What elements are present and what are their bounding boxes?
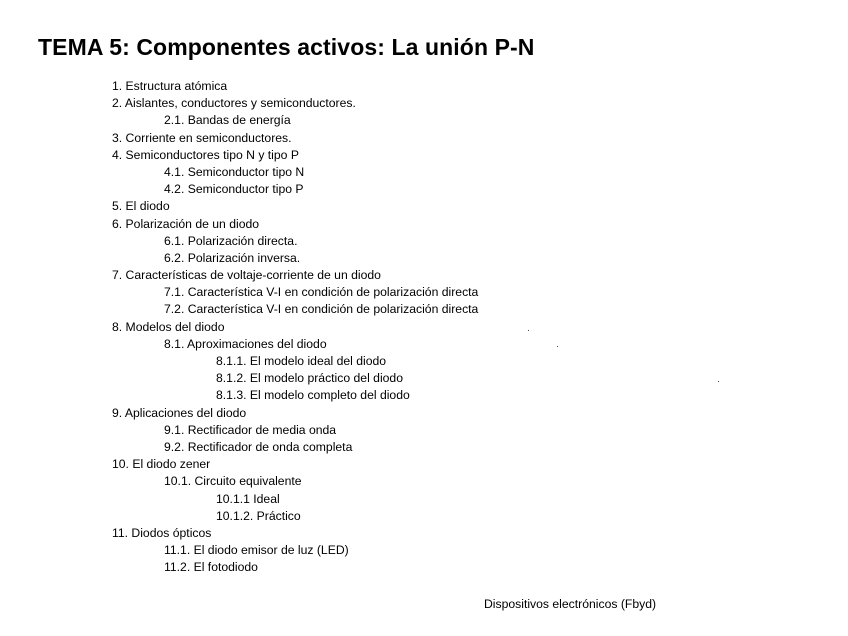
toc-item: 8.1. Aproximaciones del diodo (164, 336, 327, 351)
toc-item: 4.2. Semiconductor tipo P (164, 182, 304, 197)
footer-text: Dispositivos electrónicos (Fbyd) (484, 597, 657, 611)
toc-item: 4.1. Semiconductor tipo N (164, 164, 305, 179)
toc-item: 2.1. Bandas de energía (164, 113, 291, 128)
toc-item: 9.2. Rectificador de onda completa (164, 439, 353, 454)
toc-item: 3. Corriente en semiconductores. (112, 130, 292, 145)
toc-item: 2. Aislantes, conductores y semiconductores. (112, 96, 356, 111)
toc-item: 10.1.1 Ideal (216, 491, 280, 506)
toc-item: 11.1. El diodo emisor de luz (LED) (164, 543, 349, 558)
toc-item: 8.1.1. El modelo ideal del diodo (216, 354, 387, 368)
toc-item: 1. Estructura atómica (112, 79, 228, 93)
toc-item: 11. Diodos ópticos (112, 525, 212, 540)
toc-item: 10.1.2. Práctico (216, 508, 301, 523)
toc-item: 4. Semiconductores tipo N y tipo P (112, 147, 299, 162)
scan-speck (528, 330, 529, 331)
toc-item: 8.1.3. El modelo completo del diodo (216, 388, 410, 403)
toc-item: 7.1. Característica V-I en condición de polarización directa (164, 285, 479, 300)
scan-speck (718, 381, 719, 382)
toc-item: 7.2. Característica V-I en condición de polarización directa (164, 302, 479, 317)
page-title: TEMA 5: Componentes activos: La unión P-N (38, 34, 535, 60)
toc-item: 11.2. El fotodiodo (164, 560, 258, 575)
toc-item: 10.1. Circuito equivalente (164, 474, 302, 489)
toc-item: 6.1. Polarización directa. (164, 233, 298, 248)
toc-item: 6.2. Polarización inversa. (164, 250, 301, 265)
scan-speck (557, 346, 558, 347)
toc-item: 9. Aplicaciones del diodo (112, 405, 247, 420)
toc-item: 6. Polarización de un diodo (112, 216, 260, 231)
toc-item: 5. El diodo (112, 199, 170, 214)
toc-item: 7. Características de voltaje-corriente de un diodo (112, 268, 381, 283)
toc-item: 8. Modelos del diodo (112, 319, 225, 334)
toc-item: 10. El diodo zener (112, 457, 211, 472)
toc-item: 9.1. Rectificador de media onda (164, 422, 337, 437)
toc-item: 8.1.2. El modelo práctico del diodo (216, 371, 403, 386)
table-of-contents (112, 78, 478, 576)
